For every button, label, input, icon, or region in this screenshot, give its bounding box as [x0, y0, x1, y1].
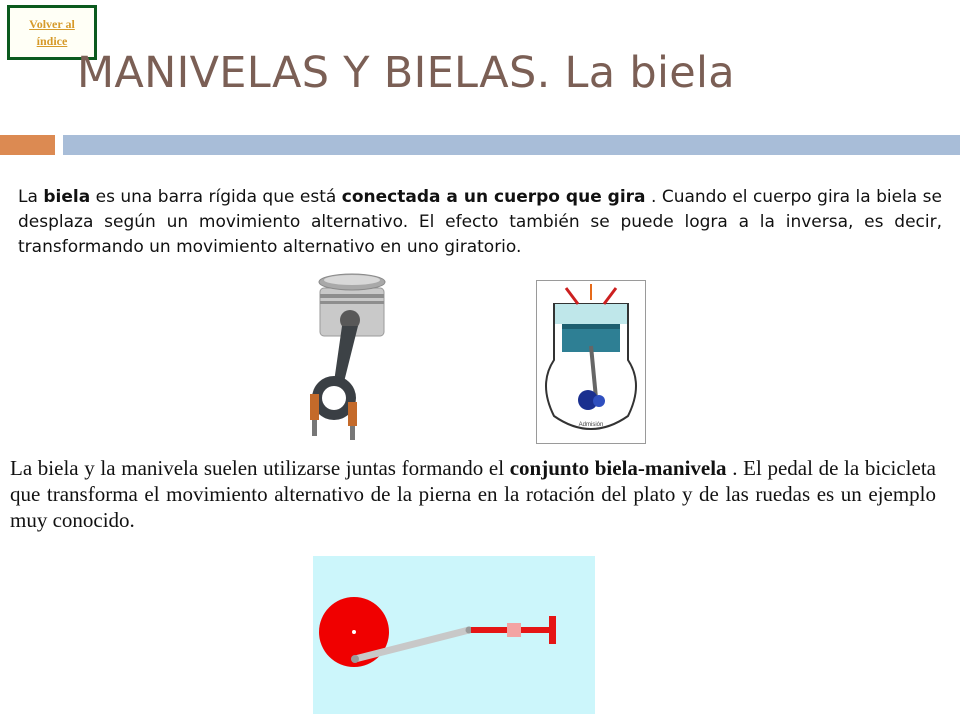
intro-text-1: La [18, 187, 44, 207]
intro-term-conectada: conectada a un cuerpo que gira [341, 187, 646, 207]
back-to-index-label: Volver al índice [29, 16, 75, 48]
p2-text-2: . El pedal de la bicicleta que transforma el movimiento alternativo de la pierna en la rotación del plato y de las ruedas es un ejemplo muy conocido. [10, 456, 936, 532]
engine-caption: Admisión [578, 422, 604, 428]
accent-bar-blue [63, 135, 960, 155]
accent-bar-orange [0, 135, 55, 155]
piston-rod-image [298, 270, 394, 442]
intro-text-2: es una barra rígida que está [90, 187, 342, 207]
engine-cylinder-image [536, 280, 646, 444]
intro-paragraph [18, 185, 942, 260]
p2-term-conjunto: conjunto biela-manivela [509, 456, 727, 480]
slide-title: MANIVELAS Y BIELAS. La biela [77, 48, 735, 98]
intro-text-3: . Cuando el cuerpo gira la biela se desplaza según un movimiento alternativo. El efecto también se puede logra a la inversa, es decir, transformando un movimiento alternativo en uno giratorio. [18, 187, 942, 257]
intro-term-biela: biela [43, 187, 91, 207]
biela-manivela-paragraph [10, 455, 936, 533]
crank-rod-animation [313, 556, 595, 714]
p2-text-1: La biela y la manivela suelen utilizarse juntas formando el [10, 456, 510, 480]
